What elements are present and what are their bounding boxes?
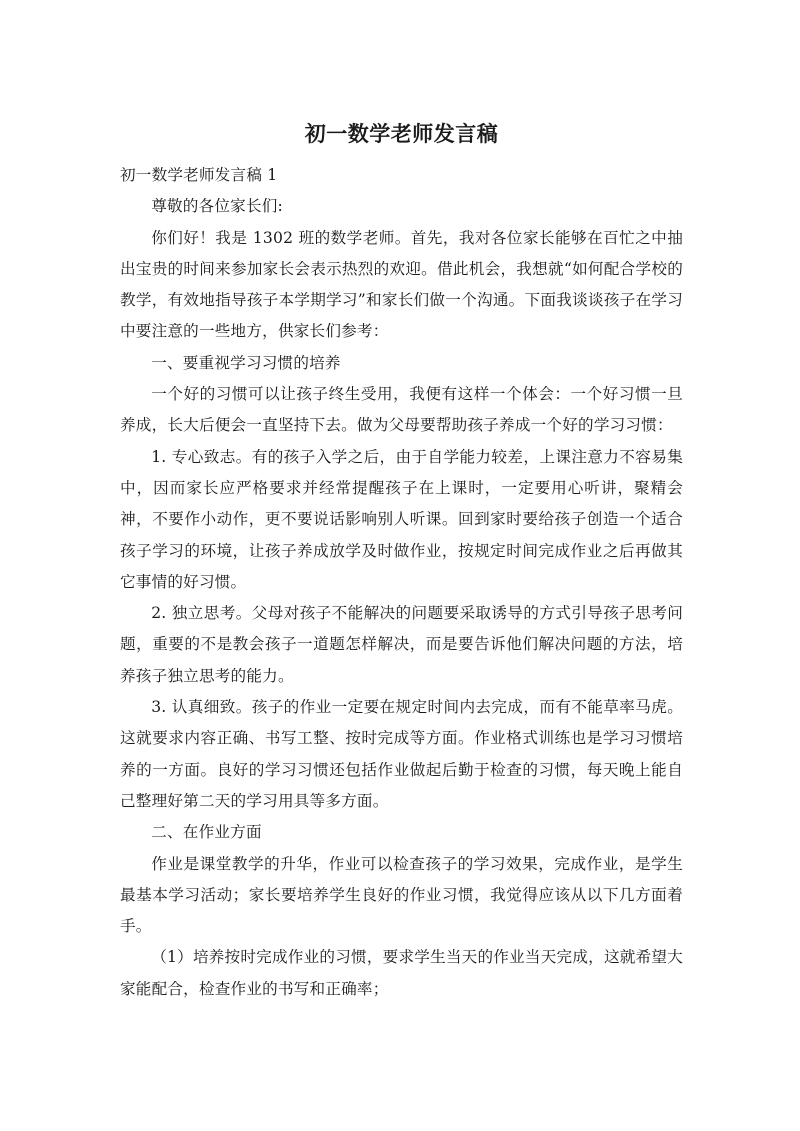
paragraph: 作业是课堂教学的升华，作业可以检查孩子的学习效果，完成作业，是学生最基本学习活动；家长要培养学生良好的作业习惯，我觉得应该从以下几方面着手。 (120, 854, 683, 936)
document-title: 初一数学老师发言稿 (304, 122, 499, 146)
paragraph: 你们好！我是 1302 班的数学老师。首先，我对各位家长能够在百忙之中抽出宝贵的时间来参加家长会表示热烈的欢迎。借此机会，我想就“如何配合学校的教学，有效地指导孩子本学期学习”和家长们做一个沟通。下面我谈谈孩子在学习中要注意的一些地方，供家长们参考： (120, 228, 683, 341)
paragraph: 初一数学老师发言稿 1 (120, 166, 278, 184)
paragraph: 3. 认真细致。孩子的作业一定要在规定时间内去完成，而有不能草率马虎。这就要求内容正确、书写工整、按时完成等方面。作业格式训练也是学习习惯培养的一方面。良好的学习习惯还包括作业做起后勤于检查的习惯，每天晚上能自己整理好第二天的学习用具等多方面。 (120, 698, 683, 810)
paragraph: 一、要重视学习习惯的培养 (151, 353, 341, 372)
paragraph: 2. 独立思考。父母对孩子不能解决的问题要采取诱导的方式引导孩子思考问题，重要的不是教会孩子一道题怎样解决，而是要告诉他们解决问题的方法，培养孩子独立思考的能力。 (120, 604, 683, 685)
paragraph: 1. 专心致志。有的孩子入学之后，由于自学能力较差，上课注意力不容易集中，因而家长应严格要求并经常提醒孩子在上课时，一定要用心听讲，聚精会神，不要作小动作，更不要说话影响别人听课。回到家时要给孩子创造一个适合孩子学习的环境，让孩子养成放学及时做作业，按规定时间完成作业之后再做其它事情的好习惯。 (120, 447, 683, 591)
paragraph: 二、在作业方面 (151, 823, 262, 842)
paragraph: 一个好的习惯可以让孩子终生受用，我便有这样一个体会：一个好习惯一旦养成，长大后便会一直坚持下去。做为父母要帮助孩子养成一个好的学习习惯： (120, 385, 683, 435)
paragraph: 尊敬的各位家长们: (151, 197, 283, 216)
paragraph: （1）培养按时完成作业的习惯，要求学生当天的作业当天完成，这就希望大家能配合，检查作业的书写和正确率； (120, 948, 683, 998)
document-body (120, 160, 683, 1005)
